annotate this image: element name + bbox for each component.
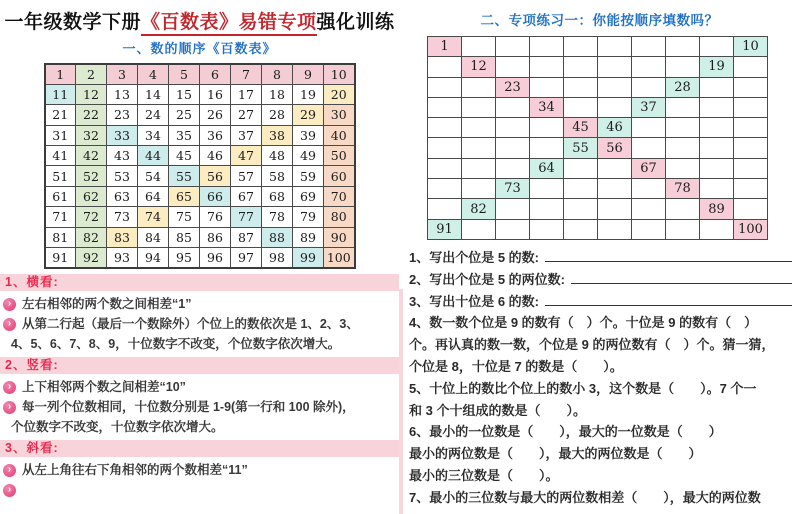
practice-cell-filled: 46 xyxy=(598,118,632,138)
section-text: 4、5、6、7、8、9，十位数字不改变，个位数字依次增大。 xyxy=(11,336,341,351)
hundred-cell: 92 xyxy=(76,248,107,268)
practice-cell-filled: 37 xyxy=(632,97,666,117)
practice-grid xyxy=(427,36,768,240)
hundred-cell: 100 xyxy=(324,248,355,268)
left-column xyxy=(0,0,399,514)
practice-cell-empty xyxy=(666,199,700,219)
hundred-cell: 24 xyxy=(138,105,169,125)
practice-cell-empty xyxy=(734,57,768,77)
hundred-cell: 80 xyxy=(324,207,355,227)
hundred-table-row xyxy=(45,186,355,206)
page-title-part1: 一年级数学下册 xyxy=(4,12,141,33)
practice-cell-empty xyxy=(564,199,598,219)
practice-cell-filled: 19 xyxy=(700,57,734,77)
hundred-cell: 14 xyxy=(138,84,169,104)
hundred-cell: 9 xyxy=(293,64,324,84)
hundred-cell: 60 xyxy=(324,166,355,186)
practice-cell-empty xyxy=(734,118,768,138)
practice-grid-row xyxy=(428,57,768,77)
section-line xyxy=(0,480,399,497)
practice-cell-empty xyxy=(564,219,598,239)
hundred-cell: 94 xyxy=(138,248,169,268)
practice-cell-empty xyxy=(428,158,462,178)
practice-cell-empty xyxy=(564,77,598,97)
practice-cell-empty xyxy=(462,77,496,97)
practice-cell-empty xyxy=(700,118,734,138)
hundred-cell: 85 xyxy=(169,227,200,247)
hundred-cell: 56 xyxy=(200,166,231,186)
hundred-cell: 84 xyxy=(138,227,169,247)
practice-cell-empty xyxy=(496,97,530,117)
question-text: 4、数一数个位是 9 的数有（ ）个。十位是 9 的数有（ ） xyxy=(409,315,758,331)
practice-cell-empty xyxy=(632,138,666,158)
question-text: 7、最小的三位数与最大的两位数相差（ ），最大的两位数 xyxy=(409,489,761,505)
question-line xyxy=(409,356,796,378)
practice-grid-row xyxy=(428,219,768,239)
hundred-cell: 76 xyxy=(200,207,231,227)
hundred-cell: 44 xyxy=(138,146,169,166)
hundred-cell: 41 xyxy=(45,146,76,166)
hundred-cell: 62 xyxy=(76,186,107,206)
practice-cell-filled: 34 xyxy=(530,97,564,117)
hundred-cell: 5 xyxy=(169,64,200,84)
right-column xyxy=(399,0,800,514)
arrow-bullet-icon: › xyxy=(3,298,16,311)
hundred-cell: 43 xyxy=(107,146,138,166)
question-line xyxy=(409,400,796,422)
practice-cell-empty xyxy=(598,219,632,239)
practice-grid-row xyxy=(428,179,768,199)
section-line xyxy=(0,417,399,437)
hundred-cell: 16 xyxy=(200,84,231,104)
hundred-cell: 18 xyxy=(262,84,293,104)
practice-cell-empty xyxy=(530,57,564,77)
hundred-cell: 3 xyxy=(107,64,138,84)
question-text: 2、写出个位是 5 的两位数: xyxy=(409,271,566,287)
question-line xyxy=(409,269,796,291)
practice-cell-filled: 45 xyxy=(564,118,598,138)
practice-cell-empty xyxy=(530,118,564,138)
practice-cell-empty xyxy=(462,219,496,239)
practice-cell-empty xyxy=(734,158,768,178)
practice-cell-empty xyxy=(700,158,734,178)
left-subtitle: 一、数的顺序《百数表》 xyxy=(122,41,277,56)
practice-cell-empty xyxy=(496,219,530,239)
practice-cell-empty xyxy=(632,219,666,239)
hundred-cell: 95 xyxy=(169,248,200,268)
practice-cell-filled: 78 xyxy=(666,179,700,199)
practice-cell-empty xyxy=(462,158,496,178)
arrow-bullet-icon: › xyxy=(3,464,16,477)
question-text: 3、写出十位是 6 的数: xyxy=(409,293,540,309)
practice-cell-empty xyxy=(666,57,700,77)
practice-cell-empty xyxy=(666,37,700,57)
hundred-cell: 13 xyxy=(107,84,138,104)
section-line xyxy=(0,294,399,314)
arrow-bullet-icon: › xyxy=(3,318,16,331)
question-line xyxy=(409,312,796,334)
practice-cell-filled: 67 xyxy=(632,158,666,178)
hundred-cell: 10 xyxy=(324,64,355,84)
practice-cell-empty xyxy=(632,199,666,219)
hundred-cell: 69 xyxy=(293,186,324,206)
hundred-table-row xyxy=(45,64,355,84)
practice-cell-empty xyxy=(428,179,462,199)
hundred-cell: 81 xyxy=(45,227,76,247)
practice-cell-empty xyxy=(632,179,666,199)
question-line xyxy=(409,334,796,356)
practice-cell-empty xyxy=(632,57,666,77)
hundred-cell: 34 xyxy=(138,125,169,145)
hundred-cell: 15 xyxy=(169,84,200,104)
practice-cell-empty xyxy=(700,77,734,97)
hundred-cell: 27 xyxy=(231,105,262,125)
section-bar: 1、横看: xyxy=(0,274,399,291)
practice-cell-empty xyxy=(564,57,598,77)
hundred-table-row xyxy=(45,125,355,145)
section-line xyxy=(0,460,399,480)
section-text: 个位数字不改变，十位数字依次增大。 xyxy=(11,419,224,434)
hundred-cell: 51 xyxy=(45,166,76,186)
hundred-cell: 89 xyxy=(293,227,324,247)
hundred-cell: 64 xyxy=(138,186,169,206)
hundred-cell: 59 xyxy=(293,166,324,186)
hundred-cell: 67 xyxy=(231,186,262,206)
section-text: 左右相邻的两个数之间相差“1” xyxy=(22,296,192,311)
section-line xyxy=(0,334,399,354)
page-title-highlight: 《百数表》易错专项 xyxy=(141,12,317,36)
hundred-cell: 66 xyxy=(200,186,231,206)
hundred-table-row xyxy=(45,166,355,186)
hundred-cell: 6 xyxy=(200,64,231,84)
question-line xyxy=(409,421,796,443)
practice-cell-empty xyxy=(530,138,564,158)
practice-cell-empty xyxy=(598,199,632,219)
practice-cell-filled: 82 xyxy=(462,199,496,219)
practice-cell-empty xyxy=(666,219,700,239)
practice-grid-row xyxy=(428,158,768,178)
practice-grid-row xyxy=(428,77,768,97)
hundred-cell: 88 xyxy=(262,227,293,247)
answer-blank-line xyxy=(545,291,792,306)
section-text: 每一列个位数相同，十位数分别是 1-9(第一行和 100 除外)， xyxy=(22,399,355,414)
practice-cell-empty xyxy=(428,57,462,77)
hundred-cell: 21 xyxy=(45,105,76,125)
practice-cell-filled: 10 xyxy=(734,37,768,57)
hundred-cell: 68 xyxy=(262,186,293,206)
practice-cell-filled: 64 xyxy=(530,158,564,178)
hundred-cell: 78 xyxy=(262,207,293,227)
practice-cell-empty xyxy=(462,97,496,117)
hundred-cell: 46 xyxy=(200,146,231,166)
practice-cell-empty xyxy=(700,138,734,158)
hundred-cell: 79 xyxy=(293,207,324,227)
hundred-cell: 48 xyxy=(262,146,293,166)
question-list xyxy=(409,247,796,509)
left-sections xyxy=(0,274,399,497)
hundred-cell: 30 xyxy=(324,105,355,125)
hundred-cell: 1 xyxy=(45,64,76,84)
hundred-cell: 36 xyxy=(200,125,231,145)
hundred-cell: 83 xyxy=(107,227,138,247)
hundred-cell: 82 xyxy=(76,227,107,247)
practice-cell-filled: 91 xyxy=(428,219,462,239)
hundred-cell: 72 xyxy=(76,207,107,227)
hundred-cell: 7 xyxy=(231,64,262,84)
question-text: 1、写出个位是 5 的数: xyxy=(409,249,540,265)
practice-cell-empty xyxy=(564,37,598,57)
practice-cell-empty xyxy=(666,118,700,138)
practice-cell-empty xyxy=(428,77,462,97)
practice-cell-empty xyxy=(462,37,496,57)
answer-blank-line xyxy=(545,247,792,262)
practice-cell-empty xyxy=(530,77,564,97)
hundred-cell: 47 xyxy=(231,146,262,166)
section-line xyxy=(0,377,399,397)
hundred-cell: 99 xyxy=(293,248,324,268)
practice-cell-filled: 23 xyxy=(496,77,530,97)
question-line xyxy=(409,443,796,465)
practice-cell-empty xyxy=(564,97,598,117)
hundred-cell: 90 xyxy=(324,227,355,247)
practice-cell-empty xyxy=(700,37,734,57)
arrow-bullet-icon: › xyxy=(3,484,16,497)
hundred-cell: 87 xyxy=(231,227,262,247)
practice-cell-empty xyxy=(428,118,462,138)
practice-cell-empty xyxy=(632,77,666,97)
practice-cell-empty xyxy=(734,138,768,158)
question-line xyxy=(409,378,796,400)
hundred-table xyxy=(44,63,356,269)
hundred-cell: 65 xyxy=(169,186,200,206)
hundred-cell: 93 xyxy=(107,248,138,268)
hundred-cell: 57 xyxy=(231,166,262,186)
hundred-table-row xyxy=(45,84,355,104)
hundred-cell: 75 xyxy=(169,207,200,227)
right-title: 二、专项练习一：你能按顺序填数吗？ xyxy=(480,13,719,28)
practice-cell-empty xyxy=(496,37,530,57)
hundred-table-row xyxy=(45,248,355,268)
hundred-cell: 86 xyxy=(200,227,231,247)
arrow-bullet-icon: › xyxy=(3,381,16,394)
hundred-cell: 50 xyxy=(324,146,355,166)
hundred-cell: 4 xyxy=(138,64,169,84)
hundred-cell: 49 xyxy=(293,146,324,166)
section-line xyxy=(0,314,399,334)
question-text: 6、最小的一位数是（ ），最大的一位数是（ ） xyxy=(409,424,722,440)
practice-cell-empty xyxy=(496,158,530,178)
practice-cell-empty xyxy=(598,57,632,77)
practice-cell-filled: 12 xyxy=(462,57,496,77)
practice-cell-empty xyxy=(530,37,564,57)
practice-cell-empty xyxy=(700,219,734,239)
practice-cell-empty xyxy=(734,97,768,117)
hundred-cell: 17 xyxy=(231,84,262,104)
practice-cell-filled: 89 xyxy=(700,199,734,219)
hundred-cell: 11 xyxy=(45,84,76,104)
hundred-cell: 2 xyxy=(76,64,107,84)
practice-cell-empty xyxy=(666,158,700,178)
practice-cell-empty xyxy=(598,97,632,117)
practice-cell-filled: 28 xyxy=(666,77,700,97)
section-line xyxy=(0,397,399,417)
hundred-cell: 61 xyxy=(45,186,76,206)
hundred-cell: 58 xyxy=(262,166,293,186)
hundred-cell: 45 xyxy=(169,146,200,166)
hundred-cell: 53 xyxy=(107,166,138,186)
hundred-cell: 35 xyxy=(169,125,200,145)
practice-cell-empty xyxy=(496,118,530,138)
practice-cell-empty xyxy=(428,199,462,219)
hundred-cell: 33 xyxy=(107,125,138,145)
practice-cell-empty xyxy=(462,179,496,199)
hundred-cell: 70 xyxy=(324,186,355,206)
practice-cell-filled: 100 xyxy=(734,219,768,239)
hundred-cell: 77 xyxy=(231,207,262,227)
hundred-cell: 71 xyxy=(45,207,76,227)
hundred-cell: 23 xyxy=(107,105,138,125)
hundred-cell: 31 xyxy=(45,125,76,145)
practice-cell-filled: 55 xyxy=(564,138,598,158)
hundred-cell: 54 xyxy=(138,166,169,186)
hundred-cell: 98 xyxy=(262,248,293,268)
hundred-table-row xyxy=(45,207,355,227)
hundred-cell: 74 xyxy=(138,207,169,227)
practice-cell-empty xyxy=(462,118,496,138)
section-bar: 2、竖看: xyxy=(0,357,399,374)
section-text: 上下相邻两个数之间相差“10” xyxy=(22,379,186,394)
practice-cell-empty xyxy=(496,138,530,158)
practice-cell-empty xyxy=(530,179,564,199)
hundred-cell: 97 xyxy=(231,248,262,268)
hundred-cell: 96 xyxy=(200,248,231,268)
arrow-bullet-icon: › xyxy=(3,401,16,414)
hundred-cell: 38 xyxy=(262,125,293,145)
practice-cell-filled: 1 xyxy=(428,37,462,57)
hundred-cell: 32 xyxy=(76,125,107,145)
practice-grid-row xyxy=(428,199,768,219)
question-text: 个位是 8，十位是 7 的数是（ ）。 xyxy=(409,358,623,374)
hundred-cell: 39 xyxy=(293,125,324,145)
practice-cell-empty xyxy=(734,179,768,199)
question-text: 最小的两位数是（ ），最大的两位数是（ ） xyxy=(409,446,702,462)
question-line xyxy=(409,291,796,313)
question-text: 最小的三位数是（ ）。 xyxy=(409,467,559,483)
practice-cell-empty xyxy=(564,158,598,178)
answer-blank-line xyxy=(571,269,792,284)
question-text: 个。再认真的数一数，个位是 9 的两位数有（ ）个。猜一猜， xyxy=(409,337,775,353)
hundred-cell: 22 xyxy=(76,105,107,125)
hundred-cell: 12 xyxy=(76,84,107,104)
practice-cell-empty xyxy=(598,179,632,199)
hundred-table-row xyxy=(45,146,355,166)
practice-cell-empty xyxy=(632,37,666,57)
hundred-cell: 28 xyxy=(262,105,293,125)
column-divider xyxy=(399,289,403,514)
practice-cell-empty xyxy=(700,97,734,117)
hundred-cell: 25 xyxy=(169,105,200,125)
practice-grid-row xyxy=(428,97,768,117)
practice-cell-empty xyxy=(496,199,530,219)
hundred-cell: 73 xyxy=(107,207,138,227)
practice-cell-empty xyxy=(598,158,632,178)
section-bar: 3、斜看: xyxy=(0,440,399,457)
practice-cell-empty xyxy=(428,97,462,117)
page-title-part2: 强化训练 xyxy=(316,12,395,33)
practice-cell-filled: 73 xyxy=(496,179,530,199)
practice-cell-empty xyxy=(598,77,632,97)
practice-cell-empty xyxy=(734,77,768,97)
practice-cell-empty xyxy=(496,57,530,77)
hundred-cell: 20 xyxy=(324,84,355,104)
hundred-cell: 63 xyxy=(107,186,138,206)
practice-grid-row xyxy=(428,138,768,158)
hundred-table-row xyxy=(45,105,355,125)
practice-grid-row xyxy=(428,37,768,57)
hundred-cell: 52 xyxy=(76,166,107,186)
practice-cell-empty xyxy=(564,179,598,199)
hundred-cell: 8 xyxy=(262,64,293,84)
page-title xyxy=(2,7,397,34)
question-line xyxy=(409,247,796,269)
practice-cell-empty xyxy=(666,138,700,158)
practice-cell-empty xyxy=(530,219,564,239)
practice-cell-empty xyxy=(700,179,734,199)
hundred-cell: 19 xyxy=(293,84,324,104)
hundred-cell: 29 xyxy=(293,105,324,125)
hundred-cell: 26 xyxy=(200,105,231,125)
practice-cell-empty xyxy=(530,199,564,219)
section-text: 从左上角往右下角相邻的两个数相差“11” xyxy=(22,462,248,477)
hundred-cell: 55 xyxy=(169,166,200,186)
practice-cell-empty xyxy=(428,138,462,158)
practice-cell-empty xyxy=(598,37,632,57)
question-text: 5、十位上的数比个位上的数小 3，这个数是（ ）。7 个一 xyxy=(409,380,757,396)
question-line xyxy=(409,487,796,509)
practice-cell-filled: 56 xyxy=(598,138,632,158)
hundred-cell: 42 xyxy=(76,146,107,166)
practice-cell-empty xyxy=(632,118,666,138)
question-line xyxy=(409,465,796,487)
hundred-cell: 40 xyxy=(324,125,355,145)
section-text: 从第二行起（最后一个数除外）个位上的数依次是 1、2、3、 xyxy=(22,316,359,331)
practice-cell-empty xyxy=(666,97,700,117)
question-text: 和 3 个十组成的数是（ ）。 xyxy=(409,402,586,418)
practice-grid-row xyxy=(428,118,768,138)
hundred-cell: 37 xyxy=(231,125,262,145)
hundred-cell: 91 xyxy=(45,248,76,268)
practice-cell-empty xyxy=(734,199,768,219)
practice-cell-empty xyxy=(462,138,496,158)
hundred-table-row xyxy=(45,227,355,247)
